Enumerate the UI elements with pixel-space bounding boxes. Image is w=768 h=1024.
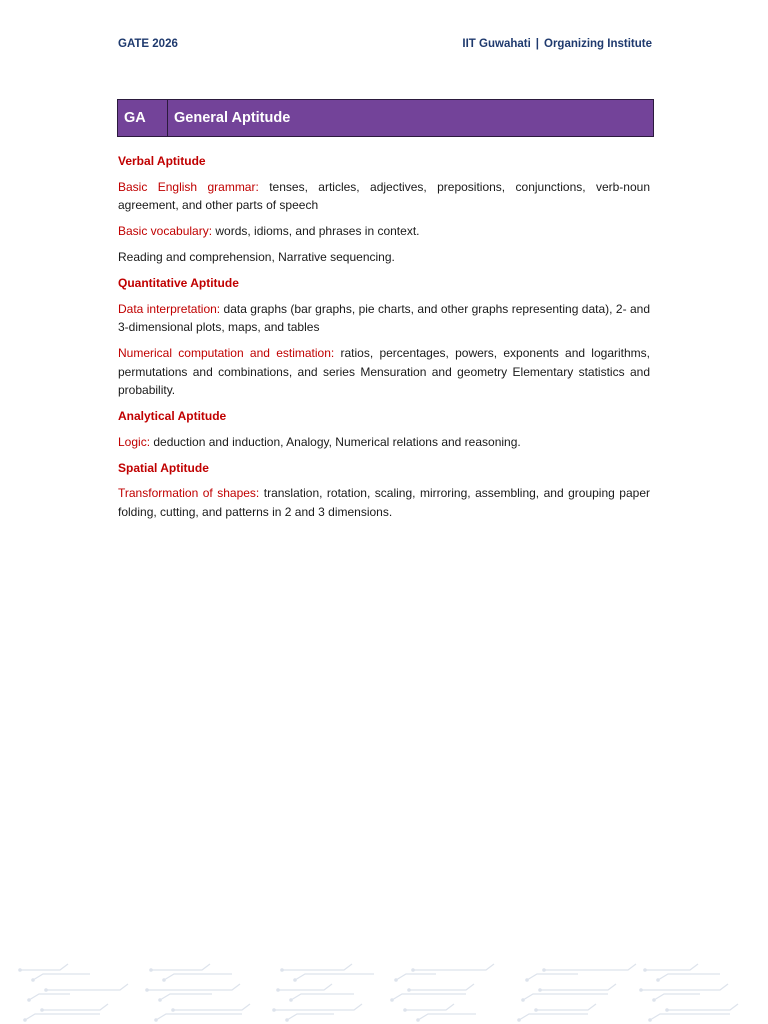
circuit-trace — [33, 974, 90, 980]
header-institute-role: Organizing Institute — [544, 38, 652, 50]
syllabus-item — [118, 433, 650, 452]
circuit-node — [280, 968, 284, 972]
circuit-node — [390, 998, 394, 1002]
circuit-node — [149, 968, 153, 972]
syllabus-item — [118, 178, 650, 215]
circuit-pattern-decoration — [0, 960, 768, 1024]
circuit-trace — [274, 1004, 362, 1010]
circuit-node — [145, 988, 149, 992]
circuit-trace — [173, 1004, 250, 1010]
circuit-trace — [667, 1004, 738, 1010]
syllabus-item — [118, 222, 650, 241]
circuit-trace — [295, 974, 374, 980]
circuit-trace — [164, 974, 232, 980]
circuit-trace — [645, 964, 698, 970]
circuit-node — [31, 978, 35, 982]
circuit-trace — [160, 994, 212, 1000]
header-separator: | — [535, 38, 540, 50]
circuit-trace — [409, 984, 474, 990]
circuit-node — [517, 1018, 521, 1022]
circuit-node — [23, 1018, 27, 1022]
circuit-node — [416, 1018, 420, 1022]
syllabus-item — [118, 300, 650, 337]
circuit-trace — [392, 994, 466, 1000]
circuit-trace — [536, 1004, 596, 1010]
section-heading-verbal: Verbal Aptitude — [118, 154, 206, 168]
circuit-node — [158, 998, 162, 1002]
circuit-node — [411, 968, 415, 972]
header-institute-name: IIT Guwahati — [462, 38, 531, 50]
section-heading-analytical: Analytical Aptitude — [118, 409, 227, 423]
circuit-node — [665, 1008, 669, 1012]
syllabus-text: data graphs (bar graphs, pie charts, and other graphs representing data), 2- and 3-dimensional plots, maps, and tables — [118, 301, 650, 334]
syllabus-content — [118, 152, 650, 529]
circuit-trace — [147, 984, 240, 990]
circuit-trace — [523, 994, 608, 1000]
circuit-trace — [20, 964, 68, 970]
circuit-node — [394, 978, 398, 982]
circuit-trace — [25, 1014, 100, 1020]
syllabus-text: words, idioms, and phrases in context. — [212, 224, 420, 238]
circuit-trace — [540, 984, 616, 990]
circuit-trace — [278, 984, 332, 990]
circuit-trace — [527, 974, 578, 980]
circuit-node — [293, 978, 297, 982]
circuit-trace — [29, 994, 70, 1000]
banner-code: GA — [118, 100, 168, 136]
syllabus-term: Data interpretation: — [118, 301, 221, 316]
section-banner — [117, 99, 654, 137]
syllabus-text: ratios, percentages, powers, exponents and logarithms, permutations and combinations, and series Mensuration and geometry Elementary statistics and probability. — [118, 346, 650, 397]
circuit-node — [171, 1008, 175, 1012]
syllabus-term: Basic English grammar: — [118, 179, 259, 194]
section-heading-quantitative: Quantitative Aptitude — [118, 276, 239, 290]
circuit-trace — [405, 1004, 454, 1010]
circuit-node — [162, 978, 166, 982]
circuit-node — [643, 968, 647, 972]
circuit-node — [407, 988, 411, 992]
circuit-node — [652, 998, 656, 1002]
circuit-trace — [156, 1014, 242, 1020]
banner-title: General Aptitude — [174, 110, 291, 126]
header-institute — [462, 38, 652, 50]
header-exam-name: GATE 2026 — [118, 38, 178, 50]
circuit-node — [403, 1008, 407, 1012]
syllabus-text: tenses, articles, adjectives, prepositions, conjunctions, verb-noun agreement, and other parts of speech — [118, 179, 650, 212]
syllabus-term: Logic: — [118, 434, 151, 449]
circuit-node — [285, 1018, 289, 1022]
circuit-trace — [282, 964, 352, 970]
circuit-node — [542, 968, 546, 972]
syllabus-text: deduction and induction, Analogy, Numerical relations and reasoning. — [150, 434, 521, 449]
circuit-node — [27, 998, 31, 1002]
page-header — [118, 38, 652, 50]
circuit-trace — [654, 994, 700, 1000]
circuit-trace — [519, 1014, 588, 1020]
circuit-node — [276, 988, 280, 992]
syllabus-text: Reading and comprehension, Narrative sequencing. — [118, 250, 395, 264]
circuit-node — [538, 988, 542, 992]
circuit-node — [525, 978, 529, 982]
circuit-trace — [287, 1014, 334, 1020]
syllabus-term: Numerical computation and estimation: — [118, 346, 335, 360]
circuit-trace — [658, 974, 720, 980]
circuit-trace — [42, 1004, 108, 1010]
syllabus-item — [118, 484, 650, 521]
section-heading-spatial: Spatial Aptitude — [118, 460, 209, 475]
syllabus-term: Basic vocabulary: — [118, 224, 213, 238]
circuit-node — [639, 988, 643, 992]
circuit-node — [272, 1008, 276, 1012]
circuit-node — [40, 1008, 44, 1012]
syllabus-item — [118, 248, 650, 267]
circuit-trace — [46, 984, 128, 990]
circuit-node — [18, 968, 22, 972]
circuit-node — [289, 998, 293, 1002]
syllabus-term: Transformation of shapes: — [118, 486, 260, 500]
circuit-trace — [151, 964, 210, 970]
circuit-node — [521, 998, 525, 1002]
circuit-node — [154, 1018, 158, 1022]
circuit-node — [648, 1018, 652, 1022]
circuit-trace — [641, 984, 728, 990]
circuit-trace — [291, 994, 354, 1000]
circuit-node — [534, 1008, 538, 1012]
circuit-trace — [650, 1014, 730, 1020]
circuit-node — [656, 978, 660, 982]
syllabus-text: translation, rotation, scaling, mirroring, assembling, and grouping paper folding, cutting, and patterns in 2 and 3 dimensions. — [118, 486, 650, 519]
circuit-trace — [396, 974, 436, 980]
circuit-trace — [418, 1014, 476, 1020]
circuit-trace — [413, 964, 494, 970]
syllabus-item — [118, 344, 650, 400]
circuit-trace — [544, 964, 636, 970]
circuit-node — [44, 988, 48, 992]
